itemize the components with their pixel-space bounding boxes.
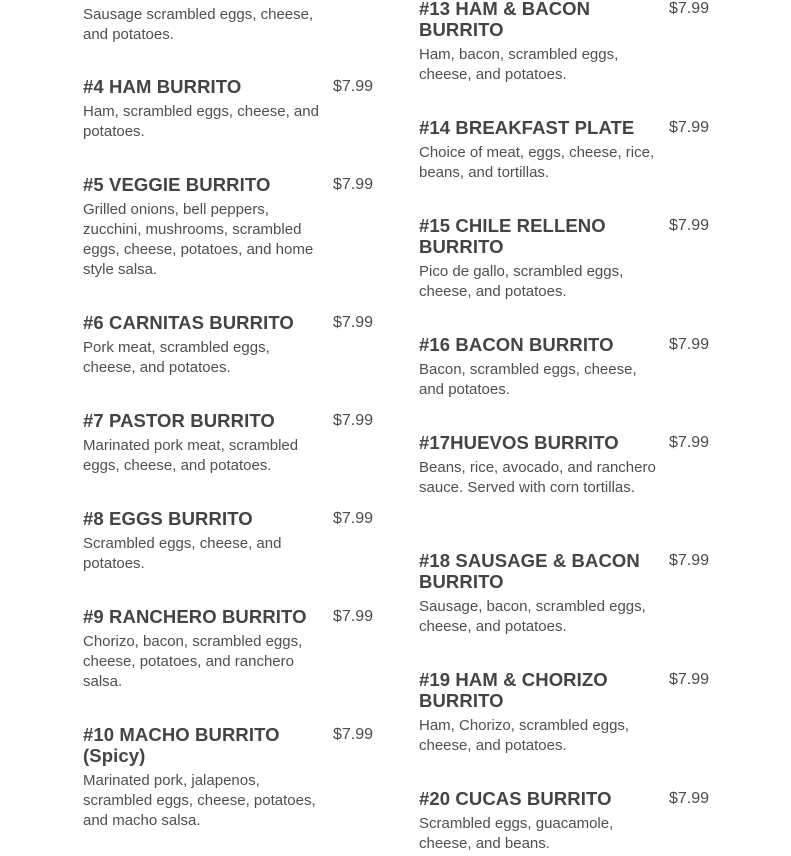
menu-item-name: #7 PASTOR BURRITO — [83, 410, 275, 431]
menu-item-description: Bacon, scrambled eggs, cheese, and potatoes. — [419, 361, 637, 398]
menu-item-ham-chorizo-burrito[interactable] — [419, 669, 709, 756]
menu-item-price: $7.99 — [668, 552, 709, 569]
menu-item-price: $7.99 — [668, 336, 709, 353]
menu-item-name: #8 EGGS BURRITO — [83, 508, 253, 529]
menu-item-name: #16 BACON BURRITO — [419, 334, 614, 355]
menu-item-name: #10 MACHO BURRITO (Spicy) — [83, 724, 280, 766]
menu-item-huevos-burrito[interactable] — [419, 432, 709, 498]
menu-item-description: Pico de gallo, scrambled eggs, cheese, and potatoes. — [419, 263, 624, 300]
menu-item-sausage-bacon-burrito[interactable] — [419, 550, 709, 637]
menu-item-description: Choice of meat, eggs, cheese, rice, beans, and tortillas. — [419, 144, 655, 181]
menu-item-price: $7.99 — [332, 314, 373, 331]
menu-item-description: Ham, scrambled eggs, cheese, and potatoes. — [83, 103, 319, 140]
menu-item-ranchero-burrito[interactable] — [83, 606, 373, 692]
menu-item-name: #20 CUCAS BURRITO — [419, 788, 612, 809]
menu-item-pastor-burrito[interactable] — [83, 410, 373, 476]
menu-item-eggs-burrito[interactable] — [83, 508, 373, 574]
menu-item-price: $7.99 — [668, 217, 709, 234]
menu-item-price: $7.99 — [332, 726, 373, 743]
menu-item-description: Pork meat, scrambled eggs, cheese, and potatoes. — [83, 339, 270, 376]
menu-item-partial — [83, 5, 373, 45]
menu-item-description: Marinated pork meat, scrambled eggs, cheese, and potatoes. — [83, 437, 299, 474]
menu-item-name: #15 CHILE RELLENO BURRITO — [419, 215, 606, 257]
menu-item-chile-relleno-burrito[interactable] — [419, 215, 709, 302]
menu-item-breakfast-plate[interactable] — [419, 117, 709, 183]
menu-item-ham-bacon-burrito[interactable] — [419, 0, 709, 85]
menu-item-price: $7.99 — [668, 671, 709, 688]
menu-item-price: $7.99 — [332, 608, 373, 625]
menu-item-macho-burrito[interactable] — [83, 724, 373, 831]
menu-item-name: #17HUEVOS BURRITO — [419, 432, 619, 453]
menu-item-price: $7.99 — [332, 78, 373, 95]
menu-item-cucas-burrito[interactable] — [419, 788, 709, 854]
menu-item-description: Chorizo, bacon, scrambled eggs, cheese, potatoes, and ranchero salsa. — [83, 633, 303, 690]
menu-item-price: $7.99 — [668, 119, 709, 136]
menu-item-name: #4 HAM BURRITO — [83, 76, 242, 97]
menu-item-price: $7.99 — [332, 510, 373, 527]
menu-item-description: Sausage, bacon, scrambled eggs, cheese, and potatoes. — [419, 598, 646, 635]
menu-item-description: Ham, Chorizo, scrambled eggs, cheese, and potatoes. — [419, 717, 630, 754]
menu-item-name: #13 HAM & BACON BURRITO — [419, 0, 591, 40]
menu-item-price: $7.99 — [668, 0, 709, 17]
menu-item-name: #18 SAUSAGE & BACON BURRITO — [419, 550, 640, 592]
menu-item-name: #5 VEGGIE BURRITO — [83, 174, 271, 195]
menu-item-name: #9 RANCHERO BURRITO — [83, 606, 307, 627]
menu-item-description: Ham, bacon, scrambled eggs, cheese, and potatoes. — [419, 46, 619, 83]
menu-item-name: #19 HAM & CHORIZO BURRITO — [419, 669, 608, 711]
menu-item-description: Grilled onions, bell peppers, zucchini, mushrooms, scrambled eggs, cheese, potatoes, and home style salsa. — [83, 201, 314, 278]
menu-item-price: $7.99 — [668, 790, 709, 807]
menu-item-carnitas-burrito[interactable] — [83, 312, 373, 378]
menu-item-price: $7.99 — [332, 176, 373, 193]
menu-item-veggie-burrito[interactable] — [83, 174, 373, 280]
menu-item-price: $7.99 — [332, 412, 373, 429]
menu-item-description: Sausage scrambled eggs, cheese, and potatoes. — [83, 6, 314, 43]
menu-item-description: Marinated pork, jalapenos, scrambled eggs, cheese, potatoes, and macho salsa. — [83, 772, 316, 829]
menu-item-ham-burrito[interactable] — [83, 76, 373, 142]
menu-item-description: Beans, rice, avocado, and ranchero sauce. Served with corn tortillas. — [419, 459, 656, 496]
menu-item-price: $7.99 — [668, 434, 709, 451]
menu-item-bacon-burrito[interactable] — [419, 334, 709, 400]
menu-item-description: Scrambled eggs, guacamole, cheese, and beans. — [419, 815, 614, 852]
menu-item-description: Scrambled eggs, cheese, and potatoes. — [83, 535, 282, 572]
menu-item-name: #6 CARNITAS BURRITO — [83, 312, 294, 333]
menu-item-name: #14 BREAKFAST PLATE — [419, 117, 635, 138]
